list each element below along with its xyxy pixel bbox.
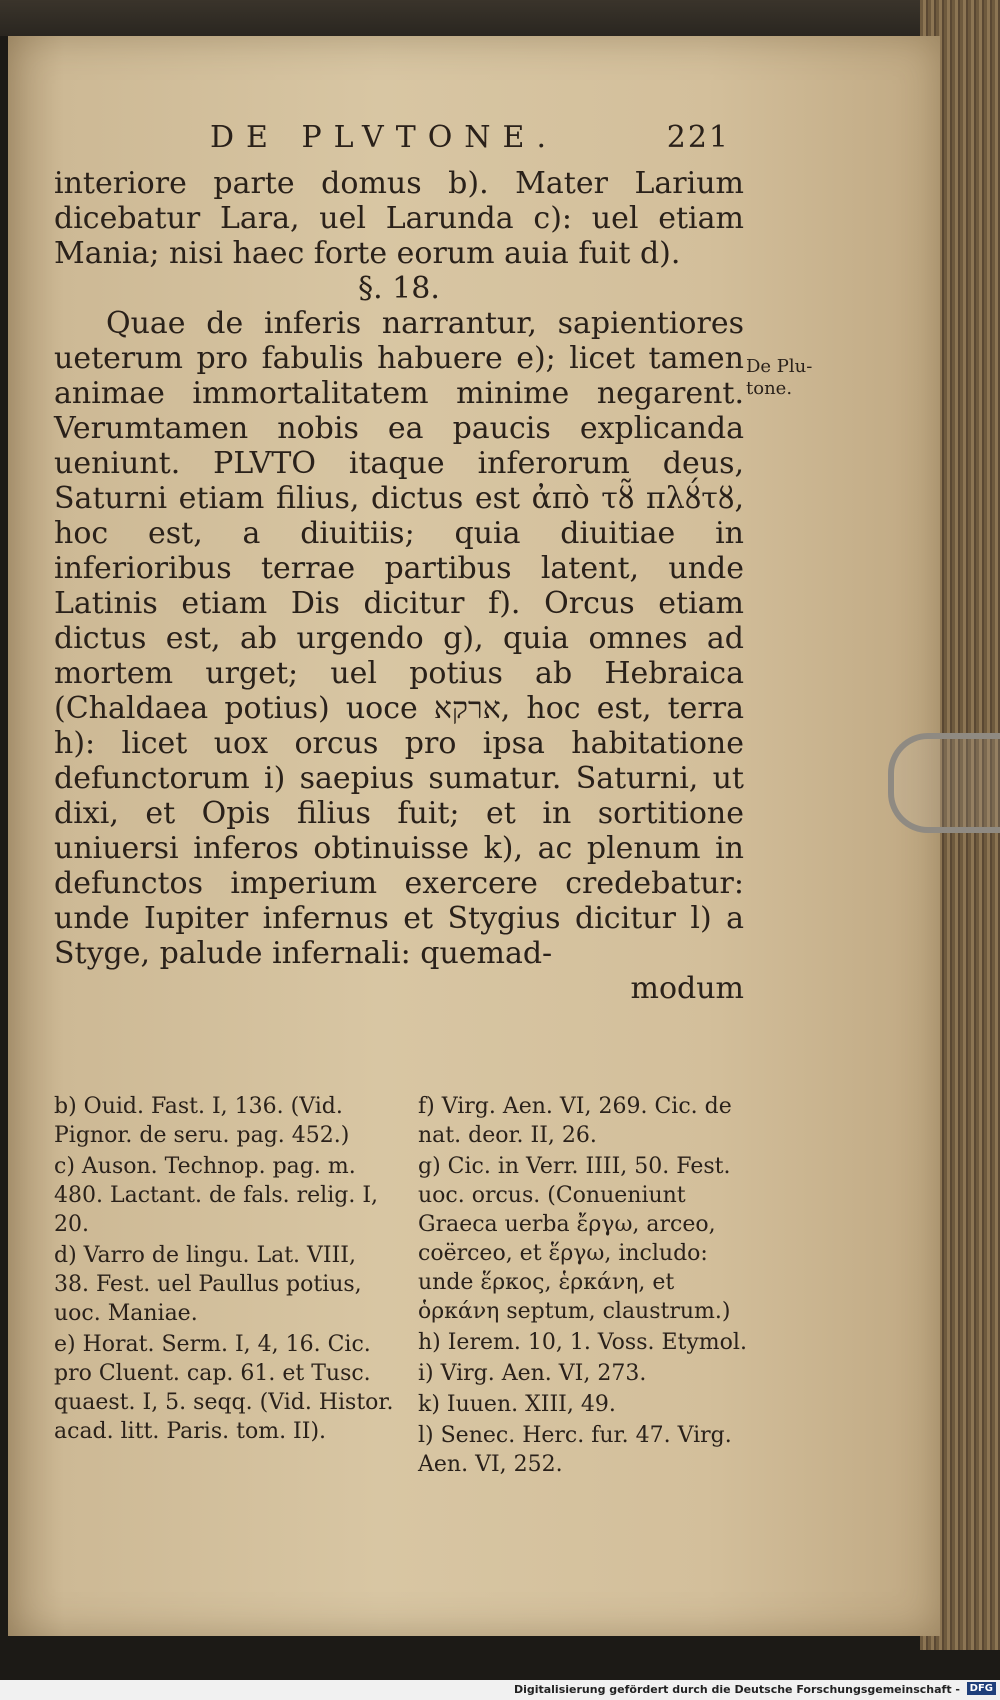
catchword: modum xyxy=(630,971,744,1006)
page-number: 221 xyxy=(666,120,730,155)
footnote: i) Virg. Aen. VI, 273. xyxy=(418,1361,647,1386)
footnote: f) Virg. Aen. VI, 269. Cic. de nat. deor. II, 26. xyxy=(418,1094,732,1148)
paragraph: interiore parte domus b). Mater Larium dicebatur Lara, uel Larunda c): uel etiam Mania; nisi haec forte eorum auia fuit d). xyxy=(54,166,744,271)
footnote: g) Cic. in Verr. IIII, 50. Fest. uoc. orcus. (Conueniunt Graeca uerba ἔργω, arceo, coërceo, et ἕργω, includo: unde ἕρκος, ἑρκάνη, et ὁρκάνη septum, claustrum.) xyxy=(418,1154,731,1324)
dfg-logo-icon: DFG xyxy=(967,1682,996,1695)
section-heading: §. 18. xyxy=(358,271,440,306)
margin-note: De Plu- tone. xyxy=(746,356,813,399)
footer-bar xyxy=(0,1680,1000,1700)
footnote: c) Auson. Technop. pag. m. 480. Lactant. de fals. relig. I, 20. xyxy=(54,1154,379,1237)
footnote: e) Horat. Serm. I, 4, 16. Cic. pro Cluent. cap. 61. et Tusc. quaest. I, 5. seqq. (Vid. Histor. acad. litt. Paris. tom. II). xyxy=(54,1332,394,1444)
footnotes-left xyxy=(54,1092,394,1448)
page-clip xyxy=(888,733,1000,833)
footnote: b) Ouid. Fast. I, 136. (Vid. Pignor. de seru. pag. 452.) xyxy=(54,1094,350,1148)
footnote: l) Senec. Herc. fur. 47. Virg. Aen. VI, 252. xyxy=(418,1423,732,1477)
footnote: k) Iuuen. XIII, 49. xyxy=(418,1392,616,1417)
footnote: d) Varro de lingu. Lat. VIII, 38. Fest. uel Paullus potius, uoc. Maniae. xyxy=(54,1243,362,1326)
book-background xyxy=(0,0,1000,36)
running-title: DE PLVTONE. xyxy=(210,120,558,155)
paragraph: Quae de inferis narrantur, sapientiores ueterum pro fabulis habuere e); licet tamen animae immortalitatem minime negarent. Verumtamen nobis ea paucis explicanda ueniunt. PLVTO itaque inferorum deus, Saturni etiam filius, dictus est ἀπὸ τȣ̃ πλȣ́τȣ, hoc est, a diuitiis; quia diuitiae in inferioribus terrae partibus latent, unde Latinis etiam Dis dicitur f). Orcus etiam dictus est, ab urgendo g), quia omnes ad mortem urget; uel potius ab Hebraica (Chaldaea potius) uoce ארקא, hoc est, terra h): licet uox orcus pro ipsa habitatione defunctorum i) saepius sumatur. Saturni, ut dixi, et Opis filius fuit; et in sortitione uniuersi inferos obtinuisse k), ac plenum in defunctos imperium exercere credebatur: unde Iupiter infernus et Stygius dicitur l) a Styge, palude infernali: quemad- xyxy=(54,306,745,971)
footer-credit: Digitalisierung gefördert durch die Deutsche Forschungsgemeinschaft - xyxy=(513,1683,960,1696)
main-text xyxy=(54,166,744,1006)
footnote: h) Ierem. 10, 1. Voss. Etymol. xyxy=(418,1330,747,1355)
footnotes-right xyxy=(418,1092,748,1481)
running-header xyxy=(210,120,730,155)
